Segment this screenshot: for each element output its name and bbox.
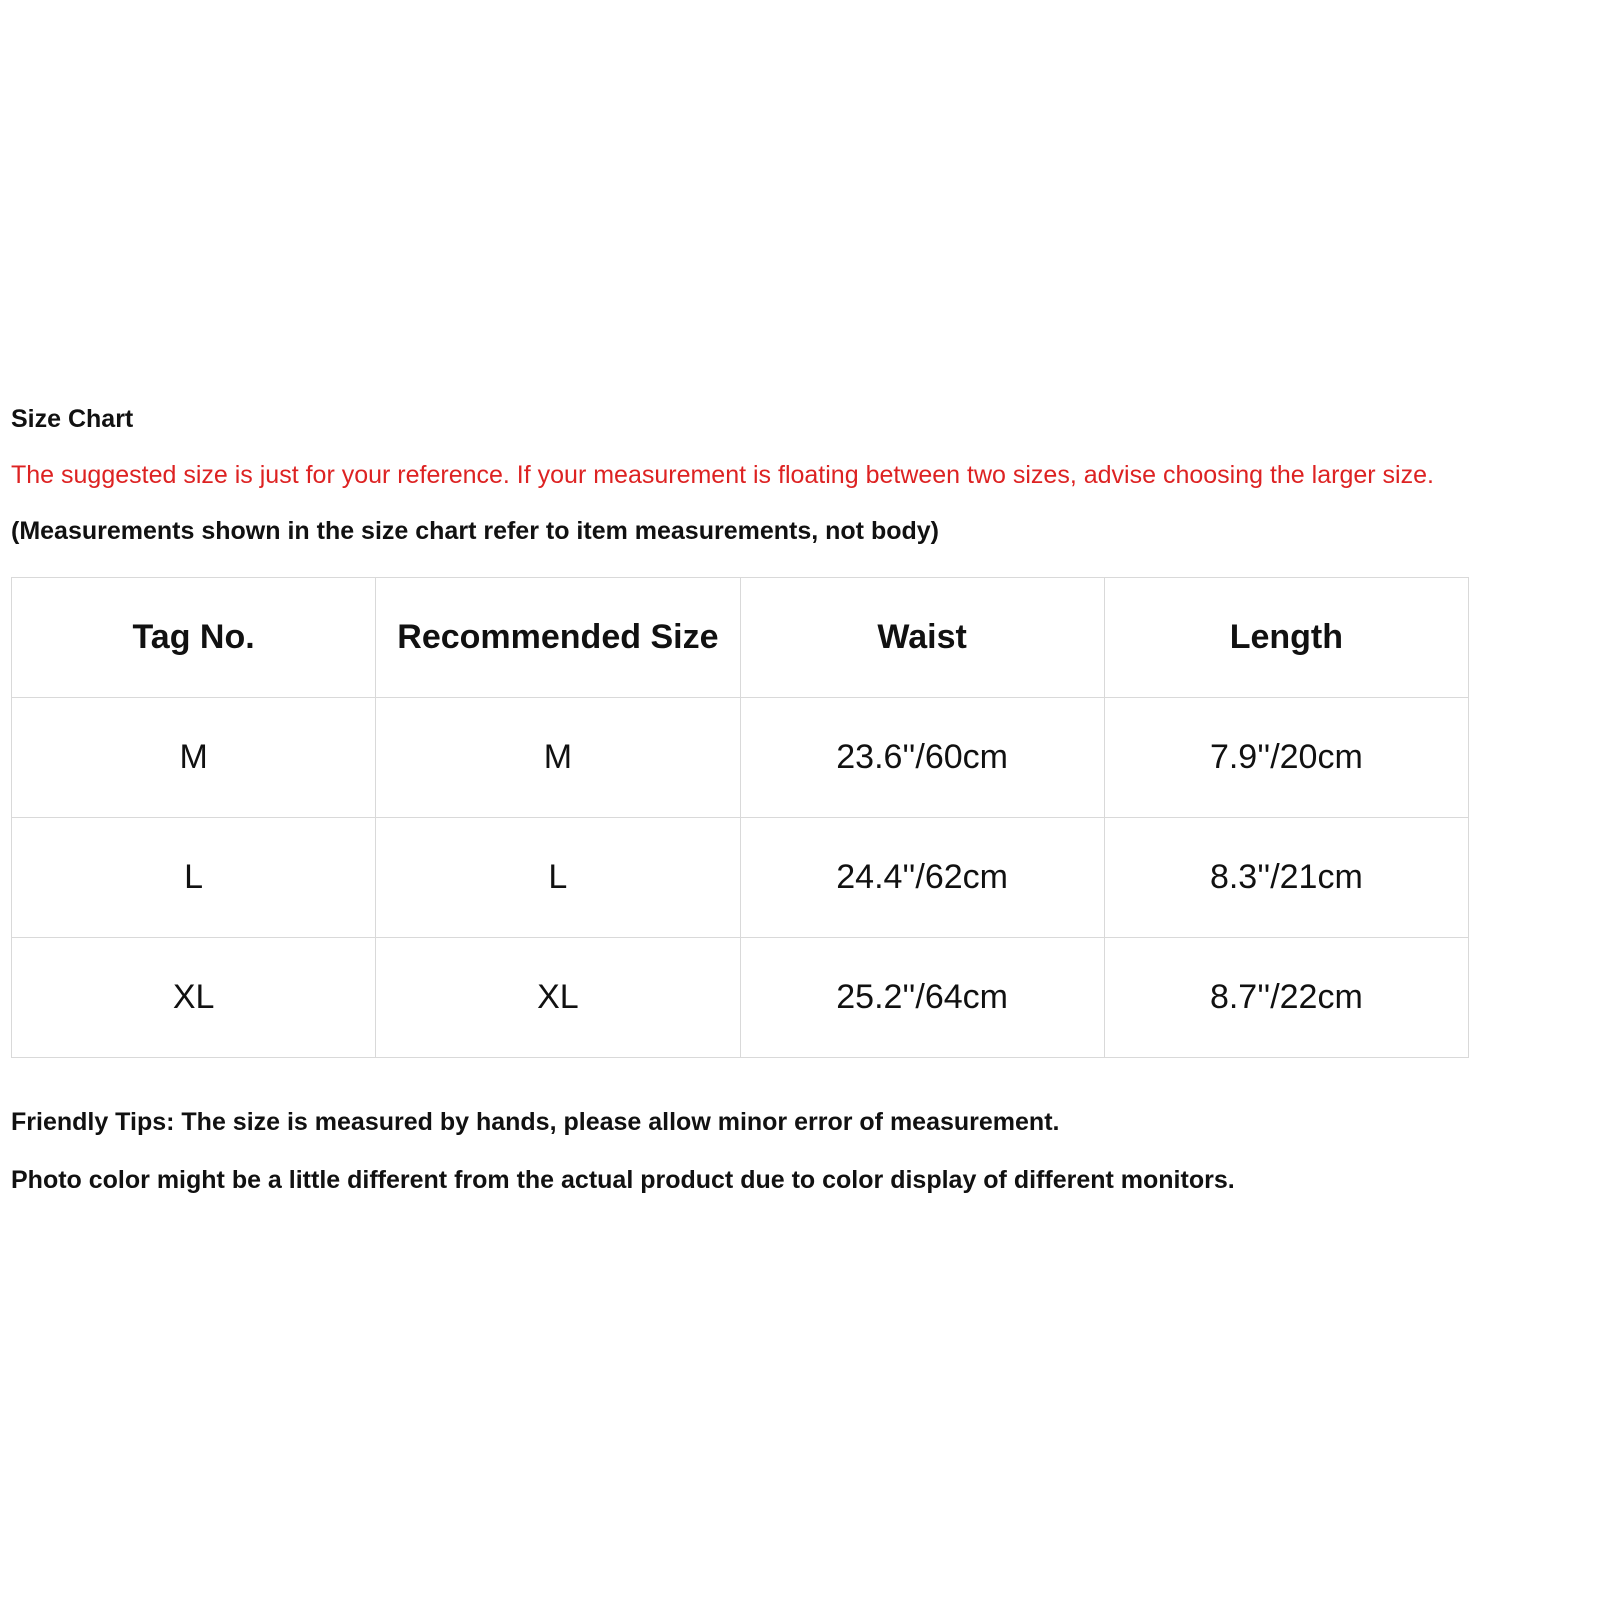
table-header-row (12, 578, 1469, 698)
cell-tag-no: XL (12, 938, 376, 1058)
cell-waist: 24.4''/62cm (740, 818, 1104, 938)
size-reference-notice: The suggested size is just for your reference. If your measurement is floating between two sizes, advise choosing the larger size. (11, 461, 1434, 489)
cell-length: 7.9''/20cm (1104, 698, 1468, 818)
header-tag-no: Tag No. (12, 578, 376, 698)
cell-waist: 23.6''/60cm (740, 698, 1104, 818)
cell-recommended-size: L (376, 818, 740, 938)
table-row (12, 698, 1469, 818)
header-recommended-size: Recommended Size (376, 578, 740, 698)
measurement-note: (Measurements shown in the size chart refer to item measurements, not body) (11, 517, 939, 545)
color-disclaimer: Photo color might be a little different from the actual product due to color display of different monitors. (11, 1166, 1235, 1194)
header-waist: Waist (740, 578, 1104, 698)
cell-tag-no: M (12, 698, 376, 818)
cell-length: 8.7''/22cm (1104, 938, 1468, 1058)
size-table (11, 577, 1469, 1058)
cell-tag-no: L (12, 818, 376, 938)
header-length: Length (1104, 578, 1468, 698)
table-row (12, 818, 1469, 938)
cell-recommended-size: XL (376, 938, 740, 1058)
table-row (12, 938, 1469, 1058)
cell-waist: 25.2''/64cm (740, 938, 1104, 1058)
cell-length: 8.3''/21cm (1104, 818, 1468, 938)
size-chart-title: Size Chart (11, 405, 134, 433)
friendly-tip: Friendly Tips: The size is measured by hands, please allow minor error of measurement. (11, 1108, 1060, 1136)
cell-recommended-size: M (376, 698, 740, 818)
